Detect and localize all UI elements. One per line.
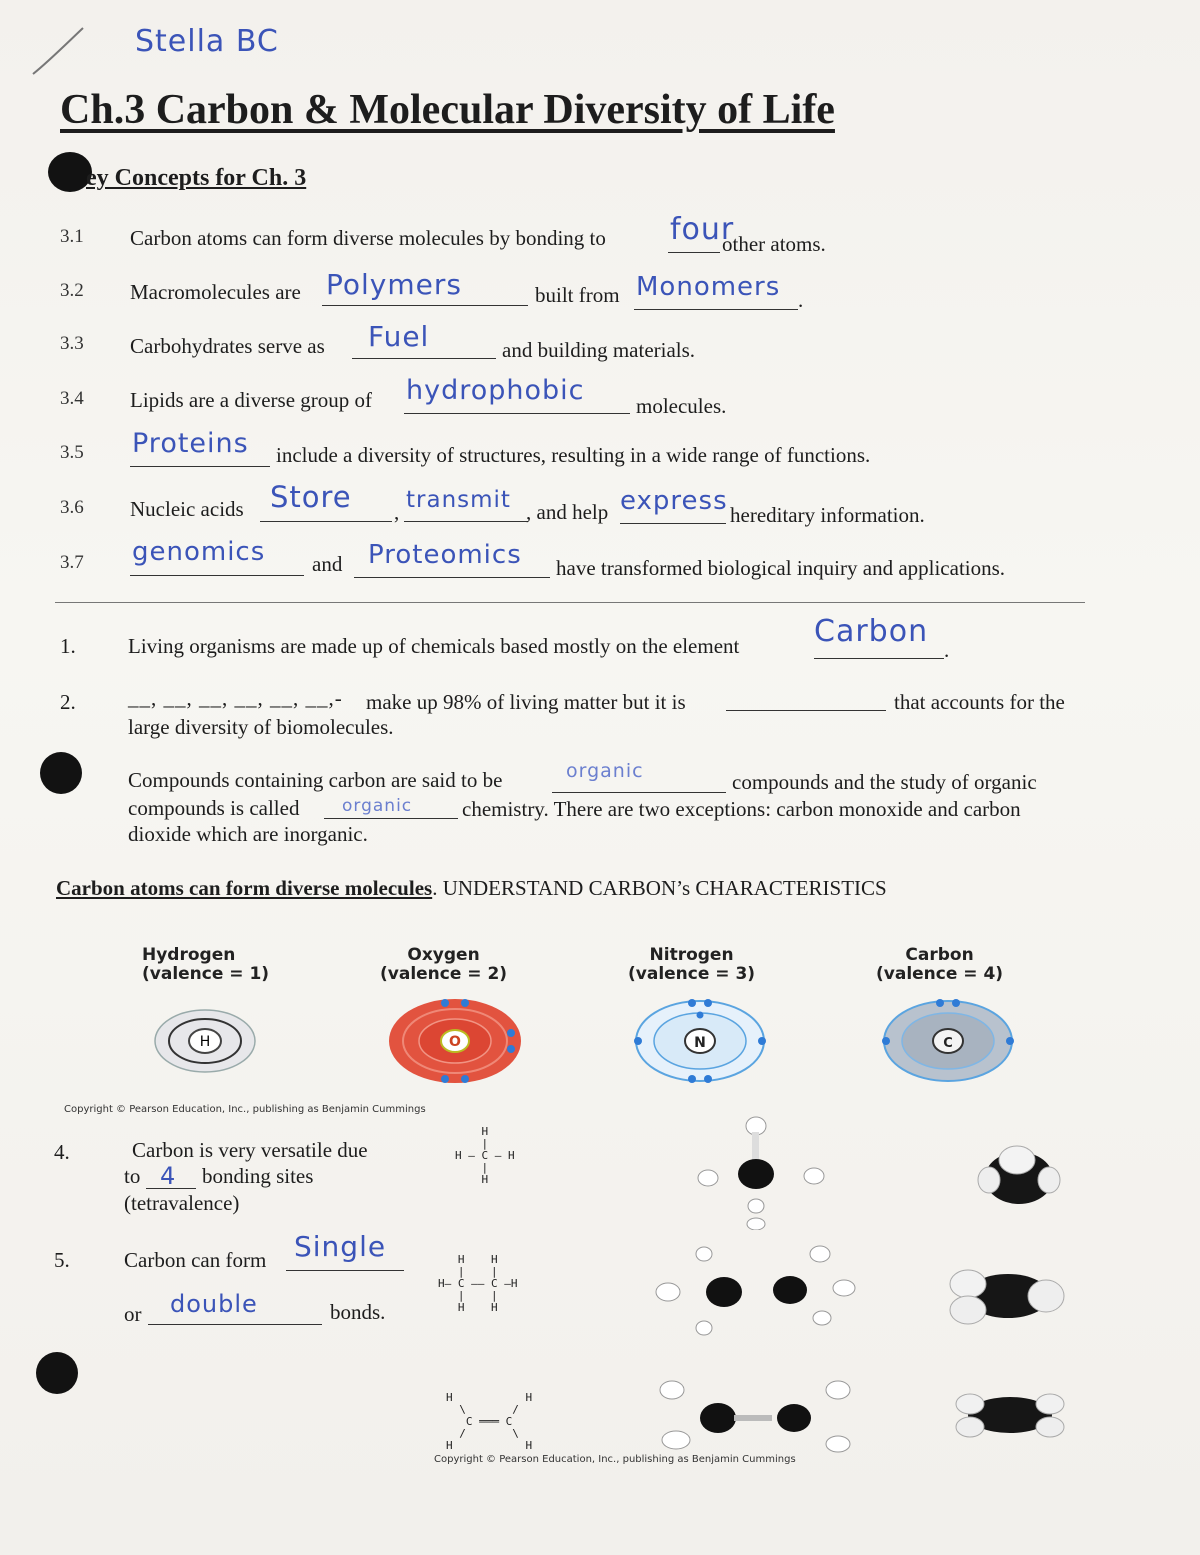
question-text: bonding sites — [202, 1164, 314, 1188]
answer-blank — [130, 466, 270, 467]
handwritten-answer: organic — [342, 796, 413, 816]
question-text: Carbon can form — [124, 1248, 267, 1272]
answer-blank — [324, 818, 458, 819]
question-text: bonds. — [330, 1300, 386, 1324]
concept-number: 3.5 — [60, 442, 84, 463]
answer-blank — [404, 413, 630, 414]
question-text: dioxide which are inorganic. — [128, 822, 368, 846]
atom-valence: (valence = 1) — [142, 964, 270, 984]
ethene-space-filling-icon — [950, 1390, 1070, 1440]
copyright-note: Copyright © Pearson Education, Inc., publishing as Benjamin Cummings — [64, 1104, 426, 1115]
answer-blank — [130, 575, 304, 576]
svg-text:C: C — [943, 1036, 953, 1051]
concept-text: and — [312, 552, 343, 576]
question-text: Carbon is very versatile due — [132, 1138, 368, 1162]
atom-name: Nitrogen — [649, 945, 734, 965]
concept-text: and building materials. — [502, 338, 696, 362]
divider — [55, 602, 1085, 603]
methane-structural-formula: H | H — C — H | H — [455, 1125, 515, 1186]
concept-text: , — [394, 500, 400, 524]
question-text: or — [124, 1302, 142, 1326]
concept-text: Carbohydrates serve as — [130, 334, 325, 358]
question-text: that accounts for the — [894, 690, 1065, 714]
hydrogen-atom-icon — [150, 1005, 260, 1077]
question-text: compounds is called — [128, 796, 300, 820]
answer-blank — [668, 252, 720, 253]
concept-number: 3.7 — [60, 552, 84, 573]
nitrogen-atom-icon — [630, 997, 770, 1085]
question-text: make up 98% of living matter but it is — [366, 690, 686, 714]
atom-label-nitrogen — [628, 946, 755, 984]
atom-name: Carbon — [905, 945, 974, 965]
answer-blank — [620, 523, 726, 524]
concept-number: 3.2 — [60, 280, 84, 301]
atom-valence: (valence = 2) — [380, 964, 508, 984]
section-heading-rest: . UNDERSTAND CARBON’s CHARACTERISTICS — [432, 876, 887, 900]
concept-text: include a diversity of structures, resulting in a wide range of functions. — [276, 443, 871, 467]
concept-number: 3.3 — [60, 333, 84, 354]
question-text: Living organisms are made up of chemicals based mostly on the element — [128, 634, 740, 658]
element-blanks: __, __, __, __, __, __,- — [128, 686, 343, 710]
question-number: 1. — [60, 634, 76, 658]
answer-blank — [552, 792, 726, 793]
answer-blank — [260, 521, 392, 522]
answer-blank — [286, 1270, 404, 1271]
ethene-ball-model-icon — [650, 1378, 860, 1458]
answer-blank — [354, 577, 550, 578]
concept-text: . — [798, 288, 804, 312]
question-text: large diversity of biomolecules. — [128, 715, 394, 739]
ethene-structural-formula: H H \ / C ═══ C / \ H H — [446, 1391, 533, 1452]
student-name: Stella BC — [135, 24, 279, 59]
pen-mark-icon — [28, 22, 88, 82]
question-text: (tetravalence) — [124, 1191, 240, 1215]
ethane-space-filling-icon — [940, 1262, 1080, 1332]
atom-symbol: H — [199, 1034, 211, 1050]
handwritten-answer: transmit — [406, 487, 511, 513]
ethane-ball-model-icon — [640, 1240, 860, 1340]
key-concepts-heading: ey Concepts for Ch. 3 — [86, 165, 307, 191]
concept-number: 3.4 — [60, 388, 84, 409]
concept-number: 3.1 — [60, 226, 84, 247]
section-heading-bold: Carbon atoms can form diverse molecules — [56, 876, 433, 900]
concept-text: hereditary information. — [730, 503, 925, 527]
question-text: compounds and the study of organic — [732, 770, 1037, 794]
atom-valence: (valence = 4) — [876, 964, 1004, 984]
handwritten-answer: four — [670, 212, 735, 247]
svg-text:O: O — [449, 1034, 461, 1050]
handwritten-answer: Proteomics — [368, 540, 522, 570]
answer-blank — [726, 710, 886, 711]
atom-name: Oxygen — [407, 945, 480, 965]
handwritten-answer: genomics — [132, 537, 266, 567]
atom-label-carbon — [876, 946, 1003, 984]
concept-text: molecules. — [636, 394, 727, 418]
concept-text: Lipids are a diverse group of — [130, 388, 373, 412]
concept-text: have transformed biological inquiry and applications. — [556, 556, 1006, 580]
answer-blank — [148, 1324, 322, 1325]
handwritten-answer: express — [620, 486, 728, 516]
page-title: Ch.3 Carbon & Molecular Diversity of Life — [60, 87, 835, 133]
concept-text: , and help — [526, 500, 609, 524]
question-text: to — [124, 1164, 141, 1188]
atom-label-oxygen — [380, 946, 507, 984]
methane-ball-model-icon — [690, 1110, 840, 1230]
concept-number: 3.6 — [60, 497, 84, 518]
concept-text: built from — [535, 283, 620, 307]
handwritten-answer: Polymers — [326, 268, 462, 301]
handwritten-answer: hydrophobic — [406, 375, 585, 406]
answer-blank — [404, 521, 528, 522]
handwritten-answer: Monomers — [636, 272, 781, 302]
question-text: chemistry. There are two exceptions: carbon monoxide and carbon — [462, 797, 1021, 821]
handwritten-answer: Proteins — [132, 428, 249, 459]
concept-text: Carbon atoms can form diverse molecules by bonding to — [130, 226, 606, 250]
oxygen-atom-icon — [385, 995, 525, 1087]
question-text: Compounds containing carbon are said to be — [128, 768, 503, 792]
question-number: 5. — [54, 1248, 70, 1272]
handwritten-answer: double — [170, 1290, 258, 1318]
question-number: 4. — [54, 1140, 70, 1164]
handwritten-answer: Single — [294, 1230, 387, 1263]
atom-valence: (valence = 3) — [628, 964, 756, 984]
handwritten-answer: Carbon — [814, 614, 929, 649]
section-heading — [56, 876, 887, 901]
methane-space-filling-icon — [975, 1140, 1065, 1210]
concept-text: Macromolecules are — [130, 280, 301, 304]
ethane-structural-formula: H H | | H— C —— C —H | | H H — [438, 1253, 518, 1314]
hole-punch-icon — [40, 752, 82, 794]
question-number: 2. — [60, 690, 76, 714]
question-text: . — [944, 638, 950, 662]
concept-text: other atoms. — [722, 232, 826, 256]
handwritten-answer: 4 — [160, 1162, 177, 1190]
answer-blank — [322, 305, 528, 306]
handwritten-answer: organic — [566, 760, 644, 782]
answer-blank — [352, 358, 496, 359]
answer-blank — [634, 309, 798, 310]
atom-label-hydrogen — [142, 946, 269, 984]
hole-punch-icon — [36, 1352, 78, 1394]
handwritten-answer: Fuel — [368, 320, 430, 353]
answer-blank — [814, 658, 944, 659]
handwritten-answer: Store — [270, 480, 352, 514]
atom-name: Hydrogen — [142, 945, 236, 965]
copyright-note: Copyright © Pearson Education, Inc., publishing as Benjamin Cummings — [434, 1454, 796, 1465]
concept-text: Nucleic acids — [130, 497, 244, 521]
svg-text:N: N — [694, 1035, 706, 1051]
carbon-atom-icon — [878, 997, 1018, 1085]
